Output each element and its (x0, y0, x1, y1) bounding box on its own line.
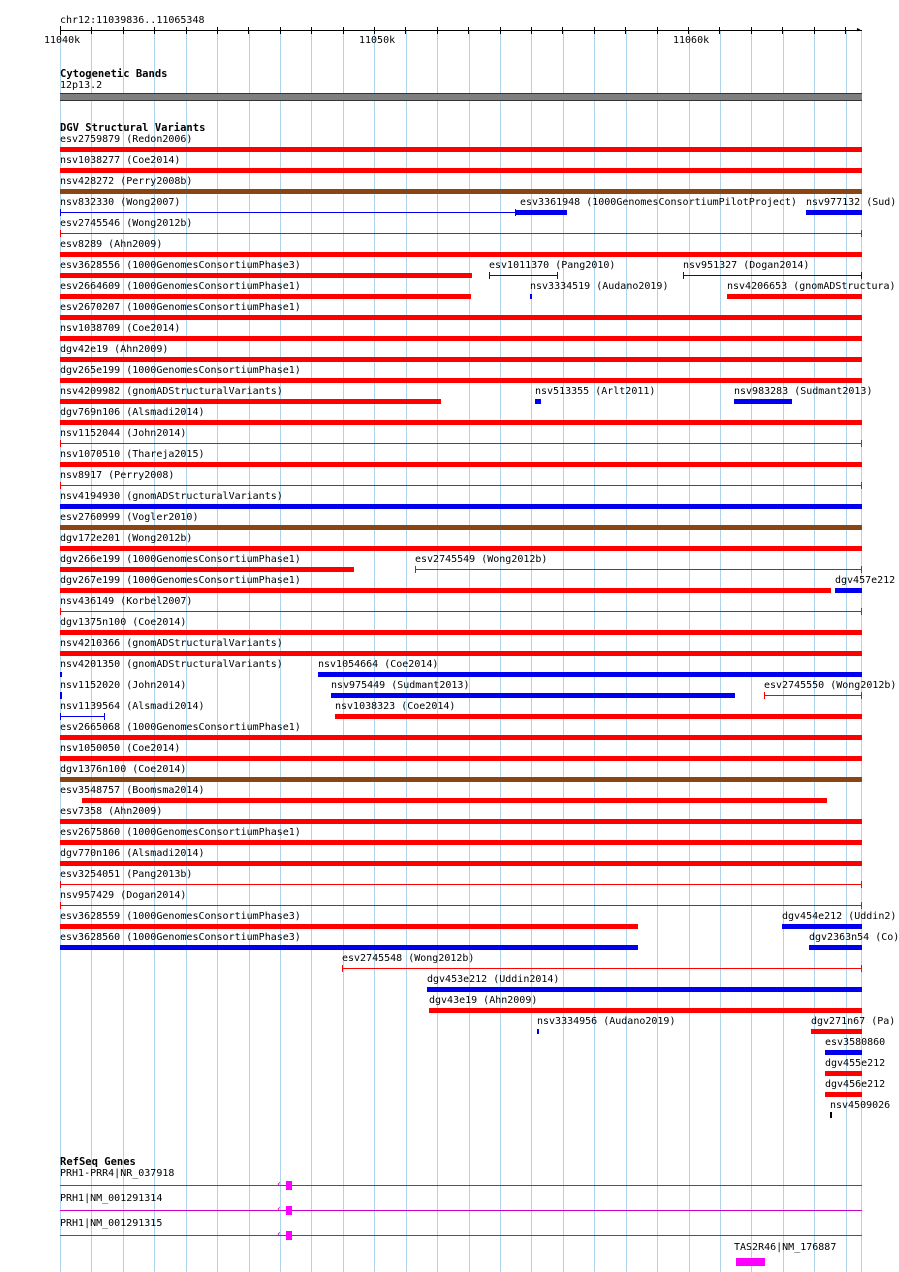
variant-bar-dgv271n67[interactable] (811, 1029, 862, 1034)
variant-bar-esv8289[interactable] (60, 252, 862, 257)
variant-label-esv3628560[interactable]: esv3628560 (1000GenomesConsortiumPhase3) (60, 932, 301, 943)
variant-bar-nsv436149[interactable] (60, 611, 862, 612)
ruler-tick (657, 27, 658, 34)
variant-label-nsv1038709[interactable]: nsv1038709 (Coe2014) (60, 323, 181, 334)
variant-label-esv1011370[interactable]: esv1011370 (Pang2010) (489, 260, 616, 271)
variant-label-dgv770n106[interactable]: dgv770n106 (Alsmadi2014) (60, 848, 205, 859)
ruler-tick (688, 27, 689, 34)
variant-label-esv7358[interactable]: esv7358 (Ahn2009) (60, 806, 163, 817)
variant-label-nsv3334956[interactable]: nsv3334956 (Audano2019) (537, 1016, 676, 1027)
variant-bar-nsv832330[interactable] (60, 212, 516, 213)
strand-arrow-icon: ‹ (276, 1229, 283, 1240)
variant-bar-esv2665068[interactable] (60, 735, 862, 740)
variant-bar-esv3628560[interactable] (60, 945, 638, 950)
variant-label-nsv436149[interactable]: nsv436149 (Korbel2007) (60, 596, 193, 607)
variant-label-esv2745546[interactable]: esv2745546 (Wong2012b) (60, 218, 193, 229)
variant-cap-start (415, 566, 416, 573)
variant-bar-nsv1139564[interactable] (60, 716, 105, 717)
variant-bar-nsv1050050[interactable] (60, 756, 862, 761)
variant-bar-nsv428272[interactable] (60, 189, 862, 194)
variant-bar-nsv3334519[interactable] (530, 294, 532, 299)
variant-bar-nsv975449[interactable] (331, 693, 735, 698)
ruler-line (60, 30, 862, 31)
ruler-tick (186, 27, 187, 34)
variant-bar-nsv3334956[interactable] (537, 1029, 539, 1034)
variant-cap-start (60, 209, 61, 216)
ruler-tick (248, 27, 249, 34)
variant-bar-dgv1376n100[interactable] (60, 777, 862, 782)
variant-cap-start (60, 230, 61, 237)
variant-bar-esv2664609[interactable] (60, 294, 471, 299)
variant-bar-dgv267e199[interactable] (60, 588, 831, 593)
variant-bar-dgv457e212[interactable] (835, 588, 862, 593)
variant-cap-end (861, 692, 862, 699)
variant-bar-dgv172e201[interactable] (60, 546, 862, 551)
variant-label-nsv4209982[interactable]: nsv4209982 (gnomADStructuralVariants) (60, 386, 283, 397)
variant-bar-dgv2363n54[interactable] (809, 945, 862, 950)
variant-cap-end (861, 566, 862, 573)
variant-bar-esv2745548[interactable] (342, 968, 862, 969)
variant-bar-esv3548757[interactable] (82, 798, 827, 803)
gene-exon[interactable] (286, 1231, 292, 1240)
variant-cap-start (60, 440, 61, 447)
variant-cap-start (342, 965, 343, 972)
variant-cap-start (764, 692, 765, 699)
strand-arrow-icon: ‹ (276, 1179, 283, 1190)
gene-exon[interactable] (286, 1181, 292, 1190)
variant-bar-dgv453e212[interactable] (427, 987, 862, 992)
variant-bar-nsv4210366[interactable] (60, 651, 862, 656)
ruler-tick (625, 27, 626, 34)
gene-intron-line[interactable] (60, 1235, 862, 1236)
variant-bar-nsv4509026[interactable] (830, 1112, 832, 1118)
strand-arrow-icon: ‹ (276, 1204, 283, 1215)
variant-bar-nsv4209982[interactable] (60, 399, 441, 404)
variant-label-nsv8917[interactable]: nsv8917 (Perry2008) (60, 470, 175, 481)
variant-label-esv2745548[interactable]: esv2745548 (Wong2012b) (342, 953, 475, 964)
variant-label-esv2664609[interactable]: esv2664609 (1000GenomesConsortiumPhase1) (60, 281, 301, 292)
variant-bar-esv3628559[interactable] (60, 924, 638, 929)
tick-label-11050k: 11050k (359, 35, 396, 46)
variant-bar-dgv43e19[interactable] (429, 1008, 862, 1013)
variant-cap-end (861, 440, 862, 447)
variant-bar-dgv265e199[interactable] (60, 378, 862, 383)
ruler-tick (405, 27, 406, 34)
variant-cap-end (861, 482, 862, 489)
variant-label-esv2760999[interactable]: esv2760999 (Vogler2010) (60, 512, 199, 523)
variant-bar-dgv1375n100[interactable] (60, 630, 862, 635)
variant-bar-esv2670207[interactable] (60, 315, 862, 320)
tick-label-11040k: 11040k (44, 35, 81, 46)
ruler-tick (91, 27, 92, 34)
variant-label-dgv1375n100[interactable]: dgv1375n100 (Coe2014) (60, 617, 187, 628)
variant-cap-end (557, 272, 558, 279)
variant-bar-esv2745549[interactable] (415, 569, 862, 570)
variant-bar-nsv4206653[interactable] (727, 294, 862, 299)
variant-bar-nsv977132[interactable] (806, 210, 862, 215)
variant-label-esv3548757[interactable]: esv3548757 (Boomsma2014) (60, 785, 205, 796)
variant-label-nsv1054664[interactable]: nsv1054664 (Coe2014) (318, 659, 439, 670)
variant-bar-esv2759879[interactable] (60, 147, 862, 152)
variant-label-dgv453e212[interactable]: dgv453e212 (Uddin2014) (427, 974, 560, 985)
variant-bar-esv2745550[interactable] (764, 695, 862, 696)
variant-label-nsv1050050[interactable]: nsv1050050 (Coe2014) (60, 743, 181, 754)
variant-bar-esv3254051[interactable] (60, 884, 862, 885)
track-title-cytobands[interactable]: Cytogenetic Bands (60, 68, 168, 80)
variant-bar-nsv1070510[interactable] (60, 462, 862, 467)
ruler-tick (531, 27, 532, 34)
ruler-tick (123, 27, 124, 34)
variant-bar-esv7358[interactable] (60, 819, 862, 824)
ruler-tick (217, 27, 218, 34)
variant-label-nsv4210366[interactable]: nsv4210366 (gnomADStructuralVariants) (60, 638, 283, 649)
ruler-tick (343, 27, 344, 34)
variant-bar-esv3580860[interactable] (825, 1050, 862, 1055)
track-title-dgv[interactable]: DGV Structural Variants (60, 122, 206, 134)
variant-bar-dgv266e199[interactable] (60, 567, 354, 572)
variant-cap-end (861, 902, 862, 909)
variant-label-dgv172e201[interactable]: dgv172e201 (Wong2012b) (60, 533, 193, 544)
ruler-tick (468, 27, 469, 34)
variant-label-esv2665068[interactable]: esv2665068 (1000GenomesConsortiumPhase1) (60, 722, 301, 733)
gene-label[interactable]: PRH1-PRR4|NR_037918 (60, 1168, 175, 1179)
variant-bar-nsv1038323[interactable] (335, 714, 862, 719)
cytoband-label: 12p13.2 (60, 80, 103, 91)
variant-label-nsv1038323[interactable]: nsv1038323 (Coe2014) (335, 701, 456, 712)
variant-label-nsv4509026[interactable]: nsv4509026 (830, 1100, 891, 1111)
variant-label-dgv2363n54[interactable]: dgv2363n54 (Co) (809, 932, 899, 943)
variant-label-nsv1139564[interactable]: nsv1139564 (Alsmadi2014) (60, 701, 205, 712)
ruler-tick (154, 27, 155, 34)
ruler-tick (845, 27, 846, 34)
variant-bar-esv3361948[interactable] (515, 210, 567, 215)
variant-cap-end (861, 881, 862, 888)
variant-label-esv2745549[interactable]: esv2745549 (Wong2012b) (415, 554, 548, 565)
variant-label-nsv513355[interactable]: nsv513355 (Arlt2011) (535, 386, 656, 397)
variant-bar-esv1011370[interactable] (489, 275, 558, 276)
gene-exon[interactable] (736, 1258, 765, 1266)
ruler-tick (374, 27, 375, 34)
variant-label-esv2675860[interactable]: esv2675860 (1000GenomesConsortiumPhase1) (60, 827, 301, 838)
variant-label-esv3580860[interactable]: esv3580860 (825, 1037, 886, 1048)
variant-cap-start (60, 713, 61, 720)
ruler-arrow-icon: ▸ (856, 25, 862, 35)
variant-label-nsv3334519[interactable]: nsv3334519 (Audano2019) (530, 281, 669, 292)
ruler-tick (60, 26, 61, 35)
variant-label-nsv951327[interactable]: nsv951327 (Dogan2014) (683, 260, 810, 271)
variant-bar-dgv456e212[interactable] (825, 1092, 862, 1097)
variant-bar-dgv454e212[interactable] (782, 924, 862, 929)
variant-bar-dgv769n106[interactable] (60, 420, 862, 425)
variant-label-dgv42e19[interactable]: dgv42e19 (Ahn2009) (60, 344, 169, 355)
variant-label-esv2745550[interactable]: esv2745550 (Wong2012b) (764, 680, 897, 691)
ruler-tick (751, 27, 752, 34)
variant-bar-nsv4194930[interactable] (60, 504, 862, 509)
variant-bar-dgv455e212[interactable] (825, 1071, 862, 1076)
variant-cap-end (861, 608, 862, 615)
location-label: chr12:11039836..11065348 (60, 15, 205, 26)
variant-bar-nsv957429[interactable] (60, 905, 862, 906)
variant-label-nsv983283[interactable]: nsv983283 (Sudmant2013) (734, 386, 873, 397)
variant-label-nsv977132[interactable]: nsv977132 (Sud) (806, 197, 897, 208)
variant-cap-end (861, 272, 862, 279)
variant-label-dgv43e19[interactable]: dgv43e19 (Ahn2009) (429, 995, 538, 1006)
variant-label-dgv267e199[interactable]: dgv267e199 (1000GenomesConsortiumPhase1) (60, 575, 301, 586)
variant-bar-esv2675860[interactable] (60, 840, 862, 845)
variant-label-esv8289[interactable]: esv8289 (Ahn2009) (60, 239, 163, 250)
variant-label-esv3628559[interactable]: esv3628559 (1000GenomesConsortiumPhase3) (60, 911, 301, 922)
variant-label-dgv457e212[interactable]: dgv457e212 (835, 575, 896, 586)
variant-label-nsv4201350[interactable]: nsv4201350 (gnomADStructuralVariants) (60, 659, 283, 670)
variant-label-nsv4194930[interactable]: nsv4194930 (gnomADStructuralVariants) (60, 491, 283, 502)
variant-label-nsv1038277[interactable]: nsv1038277 (Coe2014) (60, 155, 181, 166)
variant-bar-nsv951327[interactable] (683, 275, 862, 276)
variant-label-nsv957429[interactable]: nsv957429 (Dogan2014) (60, 890, 187, 901)
variant-label-dgv1376n100[interactable]: dgv1376n100 (Coe2014) (60, 764, 187, 775)
gene-label[interactable]: PRH1|NM_001291315 (60, 1218, 163, 1229)
variant-label-esv2670207[interactable]: esv2670207 (1000GenomesConsortiumPhase1) (60, 302, 301, 313)
variant-label-dgv265e199[interactable]: dgv265e199 (1000GenomesConsortiumPhase1) (60, 365, 301, 376)
variant-cap-end (861, 230, 862, 237)
variant-label-dgv455e212[interactable]: dgv455e212 (825, 1058, 886, 1069)
variant-label-nsv832330[interactable]: nsv832330 (Wong2007) (60, 197, 181, 208)
variant-cap-end (104, 713, 105, 720)
variant-cap-end (61, 692, 62, 699)
ruler-tick (814, 27, 815, 34)
variant-cap-start (489, 272, 490, 279)
ruler-tick (594, 27, 595, 34)
variant-label-nsv975449[interactable]: nsv975449 (Sudmant2013) (331, 680, 470, 691)
variant-label-nsv428272[interactable]: nsv428272 (Perry2008b) (60, 176, 193, 187)
variant-cap-start (60, 482, 61, 489)
variant-label-esv3361948[interactable]: esv3361948 (1000GenomesConsortiumPilotProject) (520, 197, 797, 208)
variant-bar-esv2760999[interactable] (60, 525, 862, 530)
variant-bar-esv2745546[interactable] (60, 233, 862, 234)
ruler-tick (562, 27, 563, 34)
variant-bar-nsv1038709[interactable] (60, 336, 862, 341)
variant-bar-dgv770n106[interactable] (60, 861, 862, 866)
variant-bar-dgv42e19[interactable] (60, 357, 862, 362)
variant-label-dgv271n67[interactable]: dgv271n67 (Pa) (811, 1016, 896, 1027)
cytoband-bar[interactable] (60, 93, 862, 101)
variant-cap-start (60, 881, 61, 888)
variant-cap-start (683, 272, 684, 279)
gene-intron-line[interactable] (60, 1210, 862, 1211)
variant-label-esv3628556[interactable]: esv3628556 (1000GenomesConsortiumPhase3) (60, 260, 301, 271)
tick-label-11060k: 11060k (673, 35, 710, 46)
variant-bar-nsv8917[interactable] (60, 485, 862, 486)
gene-exon[interactable] (286, 1206, 292, 1215)
ruler-tick (280, 27, 281, 34)
variant-cap-start (60, 902, 61, 909)
variant-label-nsv1070510[interactable]: nsv1070510 (Thareja2015) (60, 449, 205, 460)
variant-bar-nsv983283[interactable] (734, 399, 792, 404)
variant-label-dgv266e199[interactable]: dgv266e199 (1000GenomesConsortiumPhase1) (60, 554, 301, 565)
variant-label-esv3254051[interactable]: esv3254051 (Pang2013b) (60, 869, 193, 880)
ruler-tick (782, 27, 783, 34)
track-title-refseq[interactable]: RefSeq Genes (60, 1156, 136, 1168)
gene-label[interactable]: TAS2R46|NM_176887 (734, 1242, 837, 1253)
variant-label-dgv456e212[interactable]: dgv456e212 (825, 1079, 886, 1090)
variant-bar-nsv513355[interactable] (535, 399, 541, 404)
ruler-tick (437, 27, 438, 34)
variant-cap-end (861, 965, 862, 972)
variant-bar-esv3628556[interactable] (60, 273, 472, 278)
variant-bar-nsv4201350[interactable] (60, 672, 62, 677)
variant-label-dgv454e212[interactable]: dgv454e212 (Uddin2) (782, 911, 897, 922)
variant-label-nsv4206653[interactable]: nsv4206653 (gnomADStructura) (727, 281, 896, 292)
variant-bar-nsv1038277[interactable] (60, 168, 862, 173)
gene-intron-line[interactable] (60, 1185, 862, 1186)
ruler-tick (500, 27, 501, 34)
gene-label[interactable]: PRH1|NM_001291314 (60, 1193, 163, 1204)
variant-bar-nsv1152044[interactable] (60, 443, 862, 444)
variant-label-nsv1152044[interactable]: nsv1152044 (John2014) (60, 428, 187, 439)
variant-label-esv2759879[interactable]: esv2759879 (Redon2006) (60, 134, 193, 145)
variant-label-nsv1152020[interactable]: nsv1152020 (John2014) (60, 680, 187, 691)
variant-bar-nsv1054664[interactable] (318, 672, 862, 677)
ruler-tick (311, 27, 312, 34)
variant-label-dgv769n106[interactable]: dgv769n106 (Alsmadi2014) (60, 407, 205, 418)
variant-cap-start (60, 608, 61, 615)
ruler-tick (719, 27, 720, 34)
